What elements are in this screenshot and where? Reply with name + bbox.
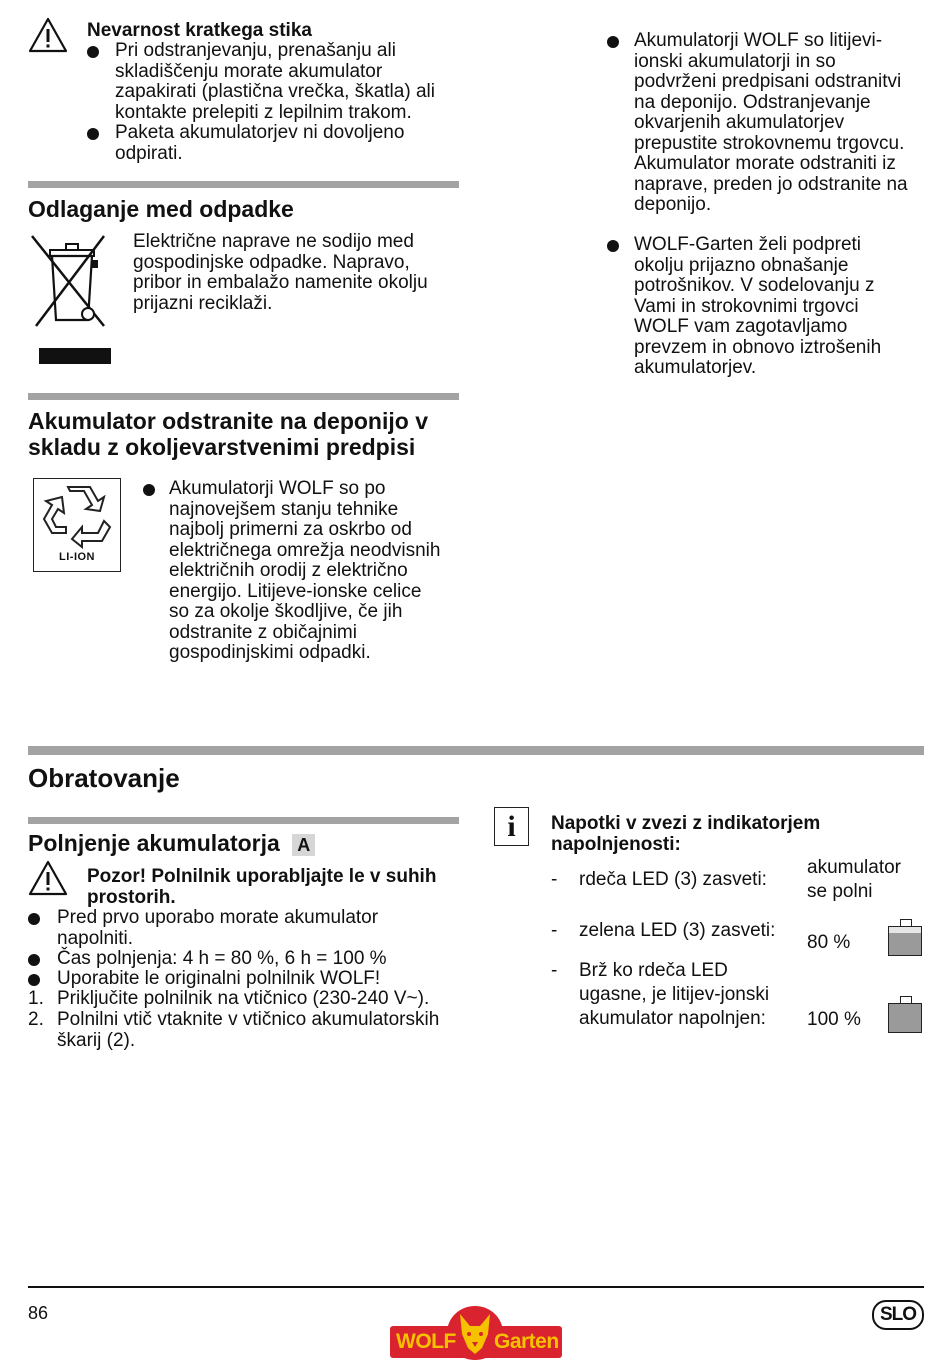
step-item: 2. Polnilni vtič vtaknite v vtičnico akumulatorskih škarij (2). (28, 1009, 440, 1051)
step-item: 1. Priključite polnilnik na vtičnico (230-240 V~). (28, 988, 430, 1009)
page-number: 86 (28, 1303, 49, 1323)
section-divider (28, 181, 459, 188)
footer-rule (28, 1286, 924, 1288)
info-icon (494, 807, 529, 846)
disposal-heading: Odlaganje med odpadke (28, 196, 294, 222)
list-item: Akumulatorji WOLF so litijevi-ionski akumulatorji in so podvrženi predpisani odstranitvi na deponijo. Odstranjevanje okvarjenih akumulatorjev prepustite strokovnemu trgovcu. Akumulator morate odstraniti iz naprave, preden jo odstranite na deponijo. (607, 31, 912, 216)
recycle-icon (42, 485, 112, 549)
disposal-text: Električne naprave ne sodijo med gospodinjske odpadke. Napravo, pribor in embalažo namenite okolju prijazni reciklaži. (133, 231, 428, 314)
wolf-head-icon (456, 1312, 494, 1356)
led-label: zelena LED (3) zasveti: (579, 920, 776, 941)
warning-triangle-icon (28, 17, 68, 53)
led-row (551, 919, 776, 943)
led-notes-title: Napotki v zvezi z indikatorjem napolnjenosti: (551, 813, 821, 855)
short-circuit-title: Nevarnost kratkega stika (87, 20, 312, 41)
led-status: 100 % (807, 1009, 861, 1030)
row-dash: - (551, 920, 558, 941)
led-status: akumulator se polni (807, 857, 901, 902)
charging-heading-text: Polnjenje akumulatorja (28, 830, 280, 856)
list-item: Pri odstranjevanju, prenašanju ali skladiščenju morate akumulator zapakirati (plastična vrečka, škatla) ali kontakte prelepiti z lepilnim trakom. (87, 41, 462, 123)
row-dash: - (551, 869, 558, 890)
led-label: Brž ko rdeča LED ugasne, je litijev-jonski akumulator napolnjen: (579, 960, 770, 1029)
list-item: Pred prvo uporabo morate akumulator napolniti. (28, 908, 458, 949)
section-divider (28, 393, 459, 400)
section-divider-wide (28, 746, 924, 755)
li-ion-label: LI-ION (59, 551, 95, 563)
warning-triangle-icon (28, 860, 68, 896)
wolf-garten-logo (390, 1306, 562, 1360)
charging-heading (28, 830, 315, 856)
charger-warning: Pozor! Polnilnik uporabljajte le v suhih prostorih. (87, 866, 437, 908)
figure-badge: A (292, 834, 315, 856)
list-item: Uporabite le originalni polnilnik WOLF! (28, 969, 458, 990)
list-item: WOLF-Garten želi podpreti okolju prijazno obnašanje potrošnikov. V sodelovanju z Vami in strokovnimi trgovci WOLF vam zagotavljamo prevzem in obnovo iztrošenih akumulatorjev. (607, 235, 912, 379)
battery-80-icon (888, 926, 922, 956)
list-item: Akumulatorji WOLF so po najnovejšem stanju tehnike najbolj primerni za oskrbo od električnega omrežja neodvisnih električnih orodij z električno energijo. Litijeve-ionske celice so za okolje škodljive, če jih odstranite z običajnimi gospodinjskimi odpadki. (143, 479, 443, 664)
battery-disposal-heading: Akumulator odstranite na deponijo v skladu z okoljevarstvenimi predpisi (28, 408, 428, 460)
led-row (551, 868, 767, 892)
list-item: Čas polnjenja: 4 h = 80 %, 6 h = 100 % (28, 949, 458, 970)
li-ion-recycling-icon (33, 478, 121, 572)
led-status: 80 % (807, 932, 851, 953)
section-divider (28, 817, 459, 824)
list-item: Paketa akumulatorjev ni dovoljeno odpirati. (87, 123, 462, 164)
operation-heading: Obratovanje (28, 763, 180, 793)
info-icon-glyph: i (507, 810, 516, 843)
led-label: rdeča LED (3) zasveti: (579, 869, 767, 890)
crossed-bin-icon (28, 230, 114, 366)
language-badge: SLO (872, 1300, 924, 1330)
row-dash: - (551, 960, 558, 981)
logo-garten-text: Garten (494, 1330, 559, 1353)
led-row (551, 959, 796, 1029)
battery-100-icon (888, 1003, 922, 1033)
logo-wolf-text: WOLF (396, 1330, 456, 1353)
